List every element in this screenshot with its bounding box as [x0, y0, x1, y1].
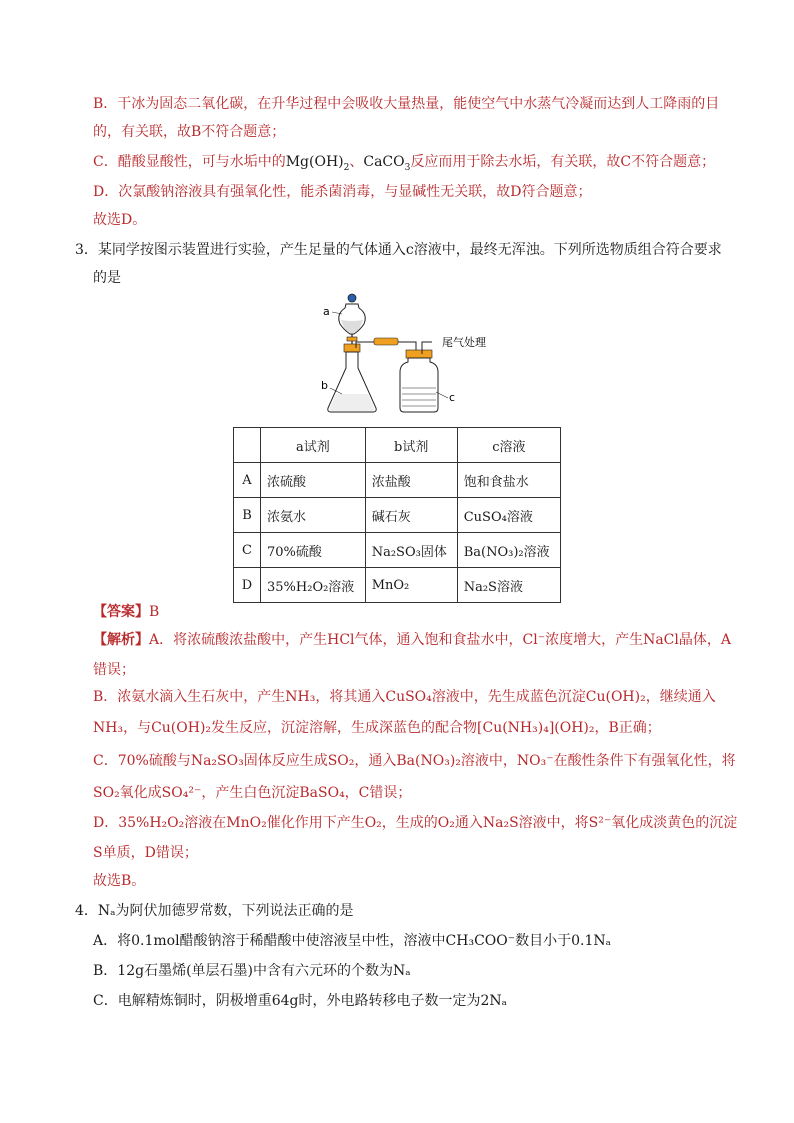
label-a: a	[323, 305, 330, 318]
table-cell: 浓氨水	[261, 498, 366, 533]
q3-stem-line1: 3．某同学按图示装置进行实验，产生足量的气体通入c溶液中，最终无浑浊。下列所选物质组合符合要求	[75, 242, 722, 258]
q4-option-c: C．电解精炼铜时，阴极增重64g时，外电路转移电子数一定为2Nₐ	[93, 993, 508, 1009]
table-row	[234, 568, 561, 603]
q3-choose: 故选B。	[93, 873, 146, 889]
table-cell: 饱和食盐水	[457, 463, 560, 498]
table-cell: Ba(NO₃)₂溶液	[457, 533, 560, 568]
table-row	[234, 533, 561, 568]
table-header-row	[234, 428, 561, 463]
q3-analysis-b-line1: B．浓氨水滴入生石灰中，产生NH₃，将其通入CuSO₄溶液中，先生成蓝色沉淀Cu(OH)₂，继续通入	[93, 689, 716, 705]
table-row	[234, 463, 561, 498]
table-cell: 碱石灰	[365, 498, 457, 533]
table-cell: MnO₂	[365, 568, 457, 603]
q3-stem-line2: 的是	[93, 270, 121, 286]
table-header-cell: a试剂	[261, 428, 366, 463]
q2-option-c: C．醋酸显酸性，可与水垢中的$Mg(OH)_2$、CaCO$_3$反应而用于除去水垢，有关联，故C不符合题意；	[93, 154, 716, 173]
q4-option-a: A．将0.1mol醋酸钠溶于稀醋酸中使溶液呈中性，溶液中CH₃COO⁻数目小于0.1Nₐ	[93, 933, 612, 949]
q3-analysis-d-line1: D．35%H₂O₂溶液在MnO₂催化作用下产生O₂，生成的O₂通入Na₂S溶液中，将S²⁻氧化成淡黄色的沉淀	[93, 815, 738, 831]
q3-analysis-c-line2: SO₂氧化成SO₄²⁻，产生白色沉淀BaSO₄，C错误；	[93, 785, 412, 801]
table-header-cell: b试剂	[365, 428, 457, 463]
tail-gas-label: 尾气处理	[442, 336, 486, 349]
table-cell: B	[234, 498, 261, 533]
q3-analysis-c-line1: C．70%硫酸与Na₂SO₃固体反应生成SO₂，通入Ba(NO₃)₂溶液中，NO₃⁻在酸性条件下有强氧化性，将	[93, 753, 736, 769]
table-cell: Na₂SO₃固体	[365, 533, 457, 568]
q2-option-b-line1: B．干冰为固态二氧化碳，在升华过程中会吸收大量热量，能使空气中水蒸气冷凝而达到人工降雨的目	[93, 96, 720, 112]
flask-stopper-icon	[344, 344, 360, 352]
q3-analysis-b-line2: NH₃，与Cu(OH)₂发生反应，沉淀溶解，生成深蓝色的配合物[Cu(NH₃)₄](OH)₂，B正确；	[93, 720, 661, 736]
gas-bottle-icon	[400, 358, 438, 412]
bottle-stopper-icon	[406, 350, 432, 358]
q2-option-b-line2: 的，有关联，故B不符合题意；	[93, 124, 286, 140]
q3-answer: 【答案】B	[93, 604, 160, 620]
q3-analysis-a-line1: 【解析】A．将浓硫酸浓盐酸中，产生HCl气体，通入饱和食盐水中，Cl⁻浓度增大，产生NaCl晶体，A	[93, 632, 731, 648]
label-c: c	[449, 391, 456, 404]
table-header-cell: c溶液	[457, 428, 560, 463]
q2-choose: 故选D。	[93, 212, 147, 228]
table-cell: 浓盐酸	[365, 463, 457, 498]
table-cell: 35%H₂O₂溶液	[261, 568, 366, 603]
q3-analysis-a-line2: 错误；	[93, 662, 135, 678]
table-cell: D	[234, 568, 261, 603]
table-cell: A	[234, 463, 261, 498]
table-cell: CuSO₄溶液	[457, 498, 560, 533]
table-cell: Na₂S溶液	[457, 568, 560, 603]
table-header-cell	[234, 428, 261, 463]
rubber-tube-icon	[374, 338, 398, 345]
stopcock-icon	[347, 337, 357, 341]
q2-option-d: D．次氯酸钠溶液具有强氧化性，能杀菌消毒，与显碱性无关联，故D符合题意；	[93, 184, 592, 200]
table-row	[234, 498, 561, 533]
table-cell: 浓硫酸	[261, 463, 366, 498]
reagent-table	[233, 427, 561, 603]
q3-analysis-d-line2: S单质，D错误；	[93, 845, 198, 861]
apparatus-diagram	[318, 290, 508, 420]
table-cell: 70%硫酸	[261, 533, 366, 568]
q4-option-b: B．12g石墨烯(单层石墨)中含有六元环的个数为Nₐ	[93, 963, 411, 979]
q4-stem: 4．Nₐ为阿伏加德罗常数，下列说法正确的是	[75, 903, 354, 919]
label-b: b	[321, 379, 328, 392]
funnel-stopper-icon	[348, 294, 356, 302]
table-cell: C	[234, 533, 261, 568]
